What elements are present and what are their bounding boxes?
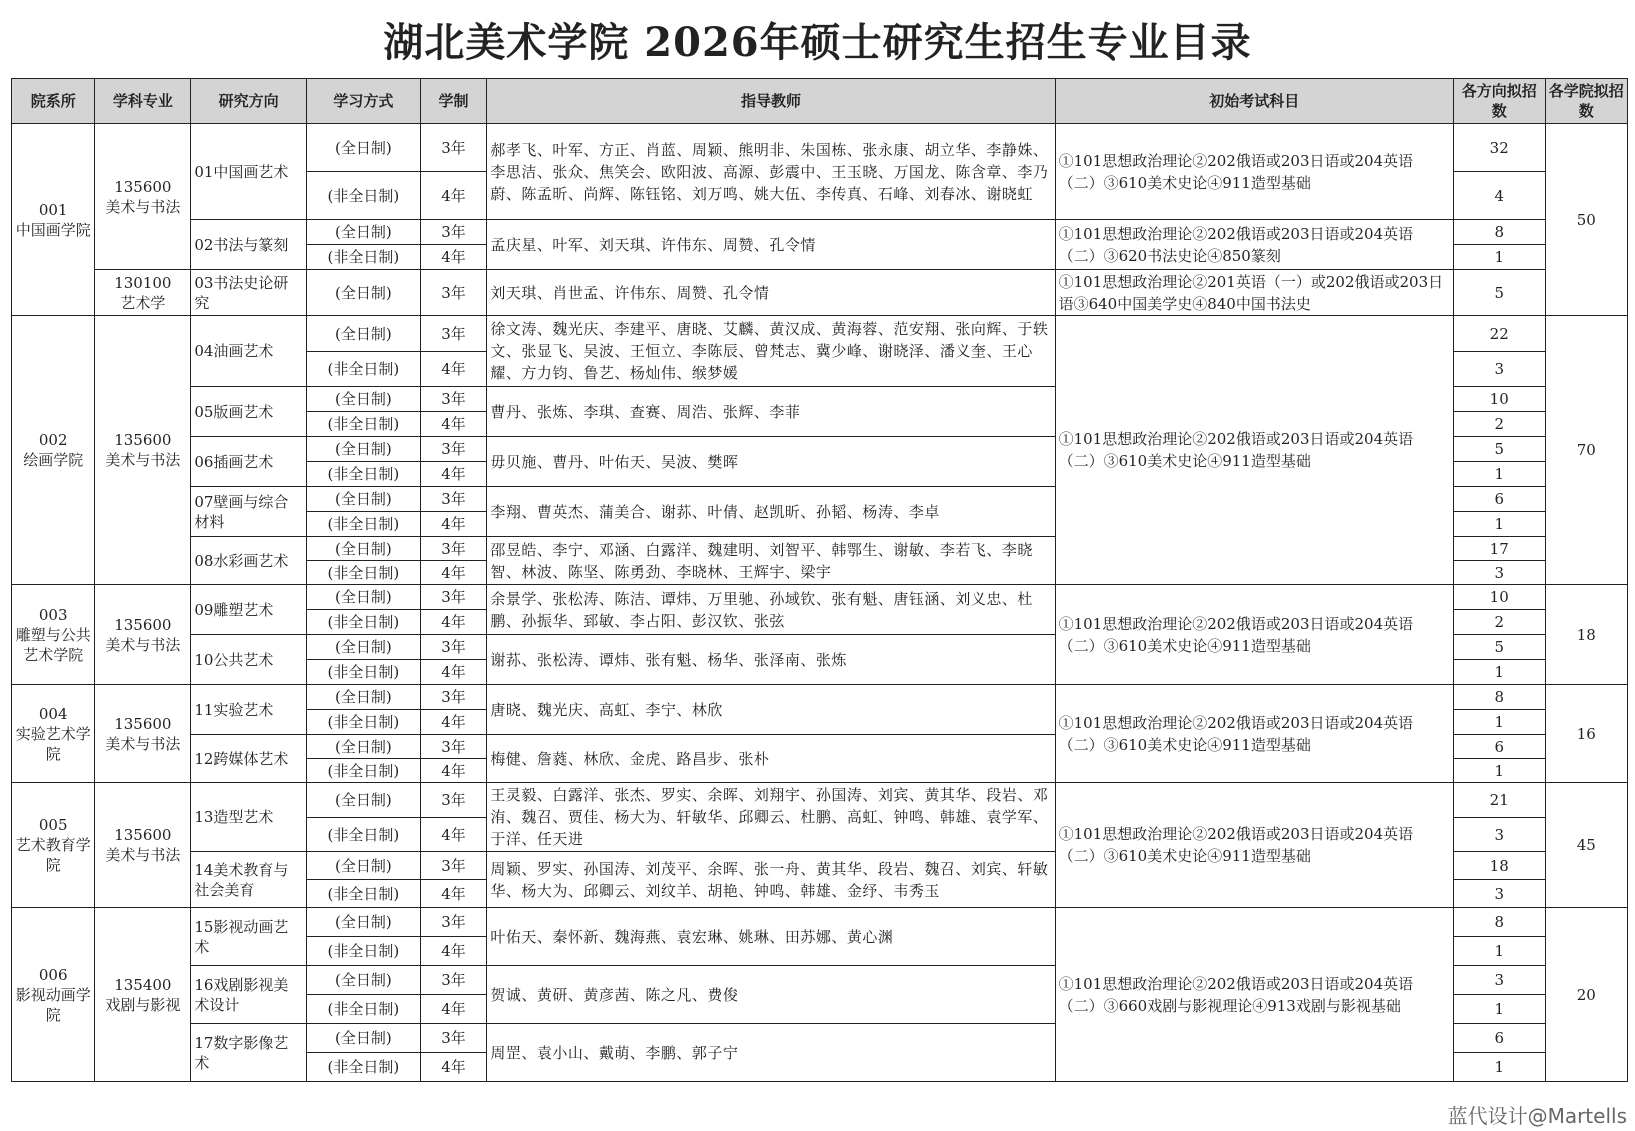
direction-cell: 03书法史论研究 (191, 270, 307, 316)
teachers-cell: 邵昱皓、李宁、邓涵、白露洋、魏建明、刘智平、韩鄂生、谢敏、李若飞、李晓智、林波、陈坚、陈勇劲、李晓林、王辉宇、梁宇 (487, 537, 1055, 585)
quota-cell: 3 (1453, 352, 1545, 387)
years-cell: 4年 (420, 172, 487, 220)
mode-cell: (非全日制) (307, 245, 421, 270)
quota-cell: 1 (1453, 995, 1545, 1024)
mode-cell: (全日制) (307, 437, 421, 462)
quota-cell: 3 (1453, 818, 1545, 852)
quota-cell: 8 (1453, 220, 1545, 245)
direction-cell: 02书法与篆刻 (191, 220, 307, 270)
dept-quota-cell: 16 (1545, 685, 1627, 783)
years-cell: 4年 (420, 1053, 487, 1082)
years-cell: 4年 (420, 352, 487, 387)
exam-cell: ①101思想政治理论②202俄语或203日语或204英语（二）③610美术史论④911造型基础 (1055, 124, 1453, 220)
direction-cell: 04油画艺术 (191, 316, 307, 387)
quota-cell: 1 (1453, 710, 1545, 735)
quota-cell: 6 (1453, 1024, 1545, 1053)
mode-cell: (全日制) (307, 852, 421, 880)
major-cell: 135600 美术与书法 (95, 585, 191, 685)
quota-cell: 1 (1453, 245, 1545, 270)
mode-cell: (全日制) (307, 1024, 421, 1053)
years-cell: 4年 (420, 512, 487, 537)
page-title: 湖北美术学院 2026年硕士研究生招生专业目录 (383, 18, 1252, 66)
teachers-cell: 毋贝施、曹丹、叶佑天、吴波、樊晖 (487, 437, 1055, 487)
direction-cell: 15影视动画艺术 (191, 908, 307, 966)
table-row (12, 220, 1628, 245)
dept-quota-cell: 45 (1545, 783, 1627, 908)
quota-cell: 1 (1453, 937, 1545, 966)
dept-cell: 001 中国画学院 (12, 124, 95, 316)
direction-cell: 10公共艺术 (191, 635, 307, 685)
major-cell: 135400 戏剧与影视 (95, 908, 191, 1082)
teachers-cell: 贺诚、黄研、黄彦茜、陈之凡、费俊 (487, 966, 1055, 1024)
years-cell: 3年 (420, 437, 487, 462)
table-row (12, 685, 1628, 710)
years-cell: 3年 (420, 487, 487, 512)
major-cell: 135600 美术与书法 (95, 783, 191, 908)
mode-cell: (非全日制) (307, 937, 421, 966)
exam-cell: ①101思想政治理论②202俄语或203日语或204英语（二）③610美术史论④911造型基础 (1055, 685, 1453, 783)
quota-cell: 1 (1453, 462, 1545, 487)
dept-cell: 005 艺术教育学院 (12, 783, 95, 908)
teachers-cell: 曹丹、张炼、李琪、查赛、周浩、张辉、李菲 (487, 387, 1055, 437)
quota-cell: 4 (1453, 172, 1545, 220)
header-dept: 院系所 (12, 79, 95, 124)
dept-cell: 003 雕塑与公共艺术学院 (12, 585, 95, 685)
quota-cell: 8 (1453, 685, 1545, 710)
mode-cell: (非全日制) (307, 710, 421, 735)
quota-cell: 2 (1453, 412, 1545, 437)
teachers-cell: 周颖、罗实、孙国涛、刘茂平、余晖、张一舟、黄其华、段岩、魏召、刘宾、轩敏华、杨大为、邱卿云、刘纹羊、胡艳、钟鸣、韩雄、金纾、韦秀玉 (487, 852, 1055, 908)
years-cell: 3年 (420, 908, 487, 937)
direction-cell: 17数字影像艺术 (191, 1024, 307, 1082)
teachers-cell: 余景学、张松涛、陈洁、谭炜、万里驰、孙域钦、张有魁、唐钰涵、刘义忠、杜鹏、孙振华、郅敏、李占阳、彭汉钦、张弦 (487, 585, 1055, 635)
table-row (12, 270, 1628, 316)
major-cell: 135600 美术与书法 (95, 316, 191, 585)
direction-cell: 01中国画艺术 (191, 124, 307, 220)
years-cell: 3年 (420, 537, 487, 561)
direction-cell: 09雕塑艺术 (191, 585, 307, 635)
quota-cell: 32 (1453, 124, 1545, 172)
quota-cell: 3 (1453, 966, 1545, 995)
quota-cell: 5 (1453, 270, 1545, 316)
table-row (12, 316, 1628, 352)
direction-cell: 16戏剧影视美术设计 (191, 966, 307, 1024)
years-cell: 3年 (420, 387, 487, 412)
mode-cell: (全日制) (307, 387, 421, 412)
teachers-cell: 梅健、詹蕤、林欣、金虎、路昌步、张朴 (487, 735, 1055, 783)
years-cell: 3年 (420, 270, 487, 316)
mode-cell: (非全日制) (307, 462, 421, 487)
years-cell: 3年 (420, 585, 487, 610)
exam-cell: ①101思想政治理论②202俄语或203日语或204英语（二）③610美术史论④911造型基础 (1055, 316, 1453, 585)
quota-cell: 5 (1453, 437, 1545, 462)
teachers-cell: 孟庆星、叶军、刘天琪、许伟东、周赞、孔令情 (487, 220, 1055, 270)
years-cell: 4年 (420, 561, 487, 585)
years-cell: 4年 (420, 880, 487, 908)
years-cell: 4年 (420, 660, 487, 685)
major-cell: 135600 美术与书法 (95, 685, 191, 783)
years-cell: 3年 (420, 1024, 487, 1053)
dept-cell: 006 影视动画学院 (12, 908, 95, 1082)
mode-cell: (非全日制) (307, 880, 421, 908)
quota-cell: 3 (1453, 880, 1545, 908)
years-cell: 4年 (420, 937, 487, 966)
teachers-cell: 郝孝飞、叶军、方正、肖蓝、周颖、熊明非、朱国栋、张永康、胡立华、李静姝、李思洁、张众、焦笑会、欧阳波、高源、彭震中、王玉晓、万国龙、陈含章、李乃蔚、陈孟昕、尚辉、陈钰铭、刘万鸣、姚大伍、李传真、石峰、刘春冰、谢晓虹 (487, 124, 1055, 220)
mode-cell: (非全日制) (307, 352, 421, 387)
mode-cell: (非全日制) (307, 561, 421, 585)
header-mode: 学习方式 (307, 79, 421, 124)
catalog-table (11, 78, 1628, 1082)
mode-cell: (全日制) (307, 487, 421, 512)
quota-cell: 22 (1453, 316, 1545, 352)
header-years: 学制 (420, 79, 487, 124)
exam-cell: ①101思想政治理论②202俄语或203日语或204英语（二）③610美术史论④911造型基础 (1055, 783, 1453, 908)
direction-cell: 06插画艺术 (191, 437, 307, 487)
years-cell: 3年 (420, 220, 487, 245)
quota-cell: 10 (1453, 585, 1545, 610)
mode-cell: (非全日制) (307, 512, 421, 537)
quota-cell: 18 (1453, 852, 1545, 880)
teachers-cell: 唐晓、魏光庆、高虹、李宁、林欣 (487, 685, 1055, 735)
header-quota-direction: 各方向拟招数 (1453, 79, 1545, 124)
years-cell: 4年 (420, 759, 487, 783)
exam-cell: ①101思想政治理论②202俄语或203日语或204英语（二）③660戏剧与影视理论④913戏剧与影视基础 (1055, 908, 1453, 1082)
dept-quota-cell: 18 (1545, 585, 1627, 685)
direction-cell: 13造型艺术 (191, 783, 307, 852)
teachers-cell: 王灵毅、白露洋、张杰、罗实、余晖、刘翔宇、孙国涛、刘宾、黄其华、段岩、邓洧、魏召、贾佳、杨大为、轩敏华、邱卿云、杜鹏、高虹、钟鸣、韩雄、袁学军、于洋、任天进 (487, 783, 1055, 852)
major-cell: 130100 艺术学 (95, 270, 191, 316)
mode-cell: (全日制) (307, 735, 421, 759)
header-teachers: 指导教师 (487, 79, 1055, 124)
mode-cell: (全日制) (307, 270, 421, 316)
header-exam: 初始考试科目 (1055, 79, 1453, 124)
quota-cell: 10 (1453, 387, 1545, 412)
years-cell: 4年 (420, 818, 487, 852)
quota-cell: 1 (1453, 759, 1545, 783)
header-quota-dept: 各学院拟招数 (1545, 79, 1627, 124)
years-cell: 4年 (420, 710, 487, 735)
quota-cell: 1 (1453, 512, 1545, 537)
mode-cell: (全日制) (307, 537, 421, 561)
years-cell: 3年 (420, 635, 487, 660)
years-cell: 4年 (420, 610, 487, 635)
years-cell: 3年 (420, 316, 487, 352)
header-direction: 研究方向 (191, 79, 307, 124)
catalog-table-wrapper (11, 78, 1628, 1082)
teachers-cell: 李翔、曹英杰、蒲美合、谢荪、叶倩、赵凯昕、孙韬、杨涛、李卓 (487, 487, 1055, 537)
direction-cell: 12跨媒体艺术 (191, 735, 307, 783)
mode-cell: (全日制) (307, 585, 421, 610)
dept-quota-cell: 70 (1545, 316, 1627, 585)
watermark-text: 蓝代设计@Martells (1447, 1104, 1627, 1128)
mode-cell: (全日制) (307, 316, 421, 352)
header-major: 学科专业 (95, 79, 191, 124)
years-cell: 3年 (420, 124, 487, 172)
years-cell: 3年 (420, 735, 487, 759)
years-cell: 3年 (420, 852, 487, 880)
mode-cell: (全日制) (307, 685, 421, 710)
years-cell: 3年 (420, 966, 487, 995)
quota-cell: 6 (1453, 735, 1545, 759)
teachers-cell: 叶佑天、秦怀新、魏海燕、袁宏琳、姚琳、田苏娜、黄心渊 (487, 908, 1055, 966)
mode-cell: (非全日制) (307, 995, 421, 1024)
teachers-cell: 徐文涛、魏光庆、李建平、唐晓、艾麟、黄汉成、黄海蓉、范安翔、张向辉、于轶文、张显飞、吴波、王恒立、李陈辰、曾梵志、冀少峰、谢晓泽、潘义奎、王心耀、方力钧、鲁艺、杨灿伟、缑梦媛 (487, 316, 1055, 387)
direction-cell: 05版画艺术 (191, 387, 307, 437)
mode-cell: (非全日制) (307, 412, 421, 437)
table-row (12, 783, 1628, 818)
dept-quota-cell: 50 (1545, 124, 1627, 316)
teachers-cell: 刘天琪、肖世孟、许伟东、周赞、孔令情 (487, 270, 1055, 316)
quota-cell: 6 (1453, 487, 1545, 512)
direction-cell: 11实验艺术 (191, 685, 307, 735)
major-cell: 135600 美术与书法 (95, 124, 191, 270)
mode-cell: (全日制) (307, 783, 421, 818)
dept-quota-cell: 20 (1545, 908, 1627, 1082)
header-row (12, 79, 1628, 124)
table-row (12, 585, 1628, 610)
dept-cell: 004 实验艺术学院 (12, 685, 95, 783)
mode-cell: (全日制) (307, 635, 421, 660)
table-row (12, 908, 1628, 937)
exam-cell: ①101思想政治理论②201英语（一）或202俄语或203日语③640中国美学史④840中国书法史 (1055, 270, 1453, 316)
quota-cell: 17 (1453, 537, 1545, 561)
direction-cell: 14美术教育与社会美育 (191, 852, 307, 908)
years-cell: 3年 (420, 685, 487, 710)
years-cell: 4年 (420, 412, 487, 437)
mode-cell: (非全日制) (307, 759, 421, 783)
mode-cell: (全日制) (307, 220, 421, 245)
table-row (12, 124, 1628, 172)
mode-cell: (全日制) (307, 124, 421, 172)
years-cell: 3年 (420, 783, 487, 818)
direction-cell: 08水彩画艺术 (191, 537, 307, 585)
mode-cell: (全日制) (307, 966, 421, 995)
quota-cell: 2 (1453, 610, 1545, 635)
mode-cell: (非全日制) (307, 1053, 421, 1082)
teachers-cell: 周罡、袁小山、戴萌、李鹏、郭子宁 (487, 1024, 1055, 1082)
years-cell: 4年 (420, 995, 487, 1024)
mode-cell: (非全日制) (307, 818, 421, 852)
quota-cell: 5 (1453, 635, 1545, 660)
direction-cell: 07壁画与综合材料 (191, 487, 307, 537)
mode-cell: (非全日制) (307, 172, 421, 220)
years-cell: 4年 (420, 462, 487, 487)
mode-cell: (非全日制) (307, 610, 421, 635)
teachers-cell: 谢荪、张松涛、谭炜、张有魁、杨华、张泽南、张炼 (487, 635, 1055, 685)
quota-cell: 21 (1453, 783, 1545, 818)
exam-cell: ①101思想政治理论②202俄语或203日语或204英语（二）③610美术史论④911造型基础 (1055, 585, 1453, 685)
mode-cell: (非全日制) (307, 660, 421, 685)
quota-cell: 3 (1453, 561, 1545, 585)
years-cell: 4年 (420, 245, 487, 270)
quota-cell: 1 (1453, 660, 1545, 685)
quota-cell: 1 (1453, 1053, 1545, 1082)
mode-cell: (全日制) (307, 908, 421, 937)
exam-cell: ①101思想政治理论②202俄语或203日语或204英语（二）③620书法史论④850篆刻 (1055, 220, 1453, 270)
quota-cell: 8 (1453, 908, 1545, 937)
dept-cell: 002 绘画学院 (12, 316, 95, 585)
